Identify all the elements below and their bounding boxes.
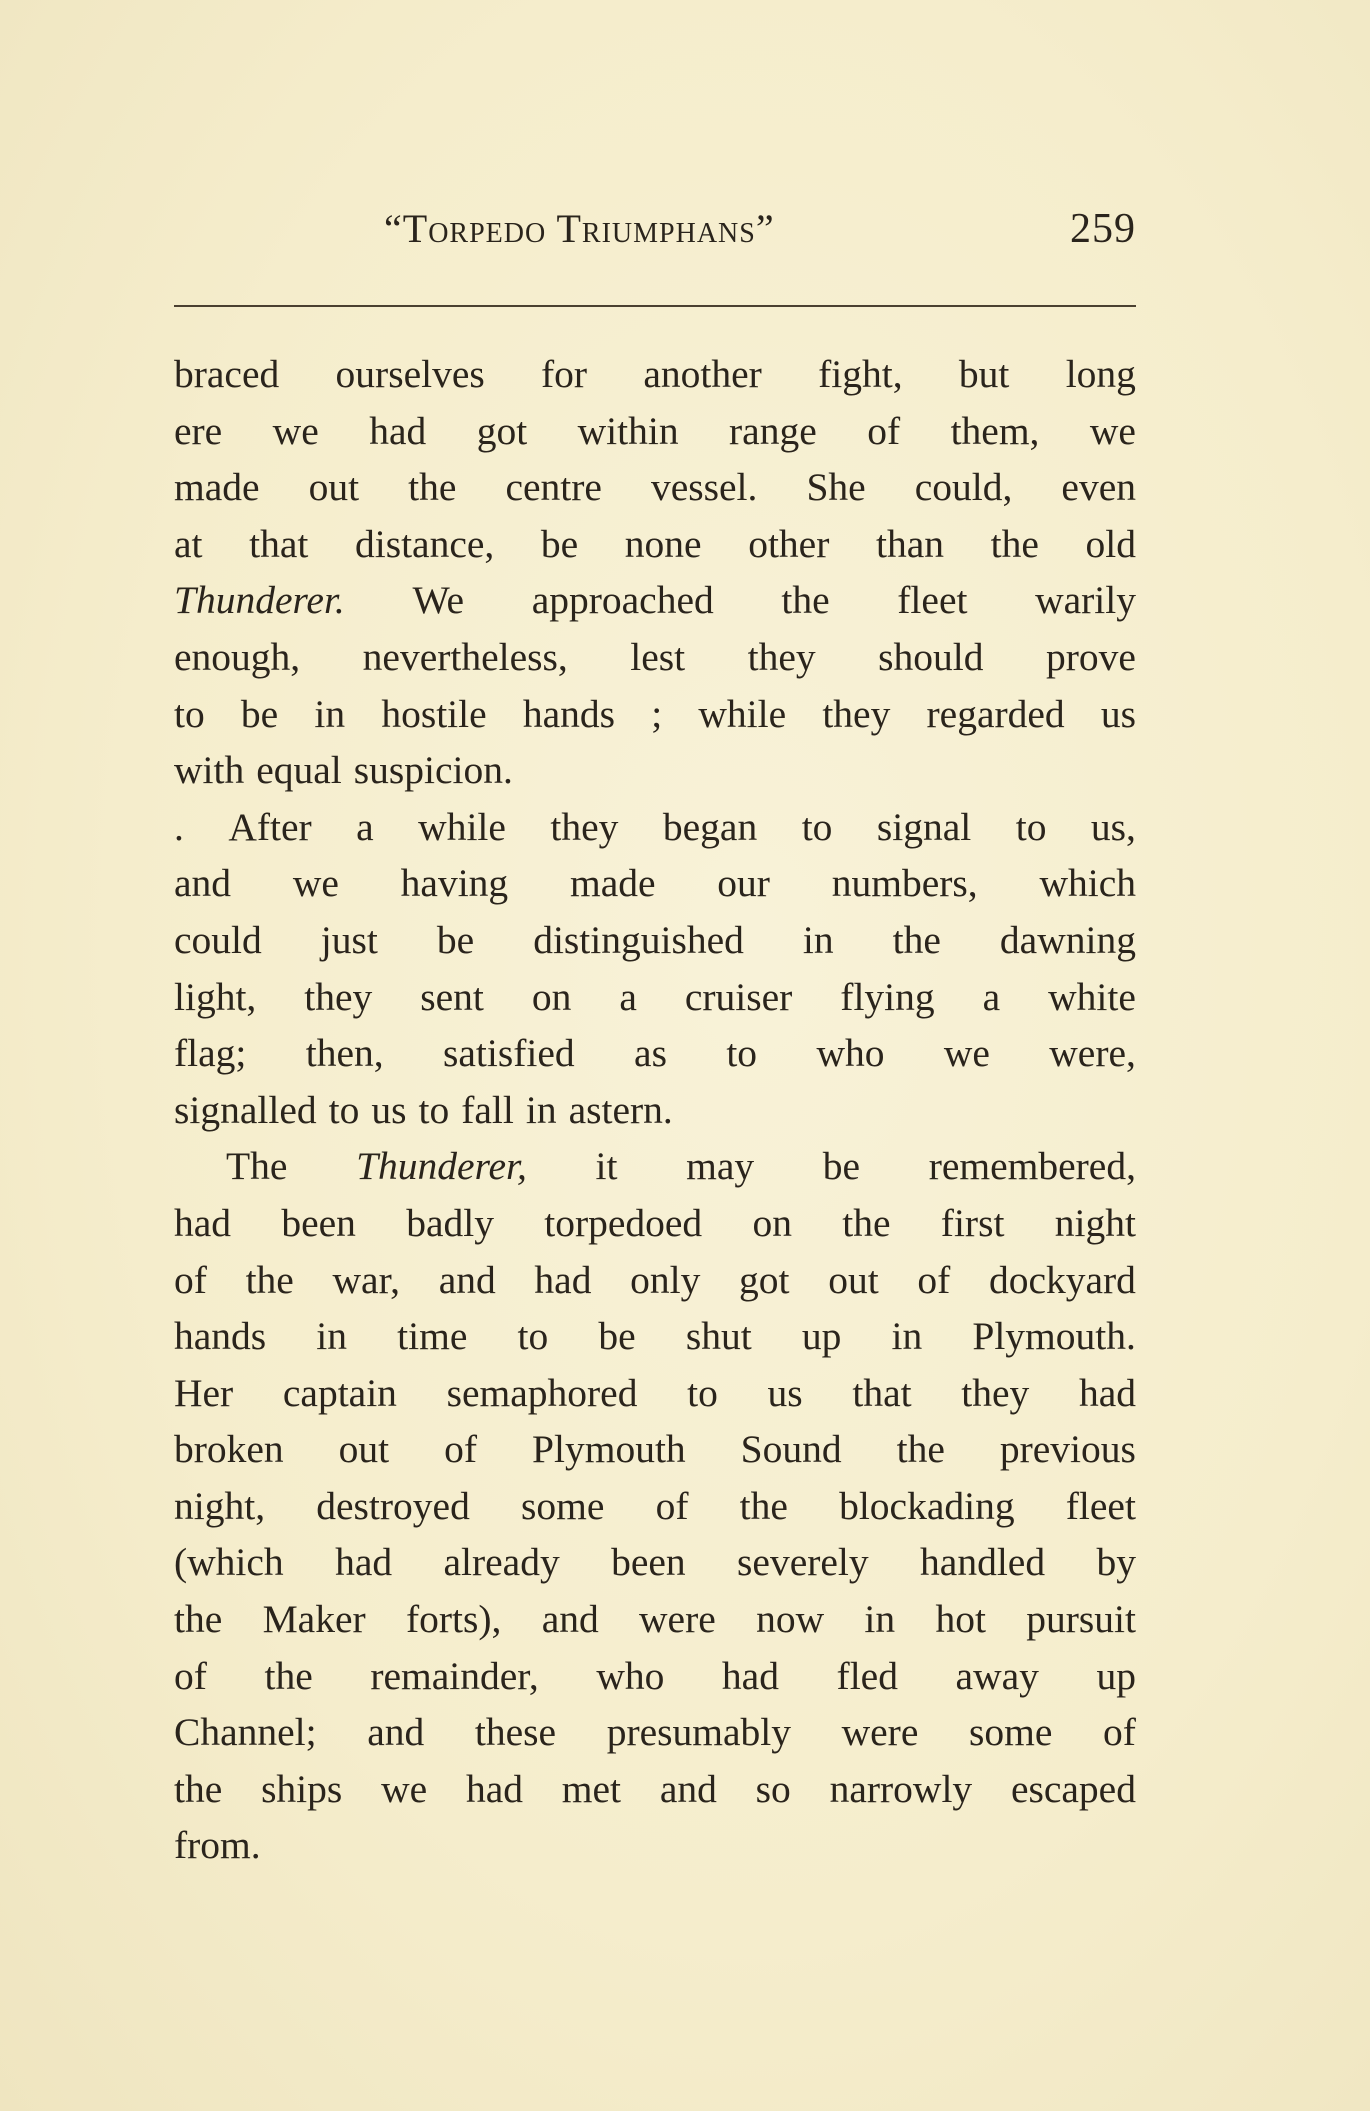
word: be <box>540 521 579 566</box>
word: only <box>630 1257 701 1302</box>
word: who <box>816 1031 885 1076</box>
word: had <box>1078 1370 1136 1415</box>
word: who <box>596 1653 665 1698</box>
word: be <box>598 1314 636 1359</box>
word: She <box>806 465 866 510</box>
word: been <box>611 1540 686 1585</box>
word: began <box>662 804 758 849</box>
text-line <box>174 742 1136 799</box>
word: hot <box>935 1597 986 1642</box>
word: enough, <box>174 634 301 679</box>
word: . <box>174 804 184 849</box>
word: Channel; <box>174 1710 317 1755</box>
text-line <box>174 969 1136 1026</box>
word: dawning <box>999 917 1136 962</box>
word: forts), <box>405 1597 502 1642</box>
word: hostile <box>381 691 487 736</box>
word: now <box>756 1597 825 1642</box>
running-head <box>174 205 1136 265</box>
word: blockading <box>839 1483 1015 1528</box>
word: and <box>659 1766 717 1811</box>
text-line <box>174 855 1136 912</box>
word: hands <box>522 691 615 736</box>
word: flag; <box>174 1031 247 1076</box>
word: in <box>525 1087 557 1132</box>
page-number: 259 <box>1070 206 1136 252</box>
word: but <box>958 352 1010 396</box>
word: centre <box>505 465 602 510</box>
word: remembered, <box>928 1144 1136 1189</box>
word: to <box>418 1087 450 1132</box>
word: them, <box>950 408 1040 453</box>
word: a <box>619 974 637 1019</box>
word: were <box>841 1710 919 1755</box>
word: and <box>438 1257 496 1302</box>
word: the <box>264 1653 313 1698</box>
word: of <box>174 1653 207 1698</box>
word: us <box>1100 691 1136 736</box>
word: presumably <box>606 1710 791 1755</box>
word: remainder, <box>370 1653 539 1698</box>
word: of <box>867 408 901 453</box>
word: distinguished <box>533 917 744 962</box>
word: should <box>878 634 984 679</box>
word: a <box>356 804 374 849</box>
word: satisfied <box>443 1031 575 1076</box>
word: none <box>624 521 702 566</box>
word: the <box>842 1200 891 1245</box>
word: they <box>961 1370 1030 1415</box>
word: torpedoed <box>544 1200 703 1245</box>
word: it <box>595 1144 618 1189</box>
word: we <box>943 1031 990 1076</box>
word: fleet <box>897 578 968 623</box>
word: Plymouth. <box>972 1314 1136 1359</box>
word: from. <box>174 1823 261 1868</box>
word: they <box>747 634 816 679</box>
word: fall <box>461 1087 514 1132</box>
word: just <box>320 917 378 962</box>
word: then, <box>305 1031 384 1076</box>
word: numbers, <box>831 861 978 906</box>
word: We <box>412 578 465 623</box>
word: in <box>314 691 346 736</box>
text-line <box>174 403 1136 460</box>
word: a <box>982 974 1001 1019</box>
word: we <box>292 861 339 906</box>
word: first <box>940 1200 1005 1245</box>
word: having <box>400 861 509 906</box>
word: got <box>476 408 528 453</box>
word: The <box>226 1144 288 1189</box>
word: had <box>174 1200 232 1245</box>
word: with <box>174 748 245 793</box>
word: of <box>655 1483 689 1528</box>
word: signal <box>876 804 972 849</box>
word: they <box>304 974 373 1019</box>
word: could, <box>914 465 1013 510</box>
word: out <box>828 1257 879 1302</box>
word: be <box>240 691 279 736</box>
word: within <box>577 408 679 453</box>
text-line <box>174 516 1136 573</box>
word: to <box>328 1087 360 1132</box>
text-line <box>174 459 1136 516</box>
word: us <box>767 1370 803 1415</box>
word: braced <box>174 352 280 396</box>
word: the <box>174 1597 223 1642</box>
text-line <box>174 1308 1136 1365</box>
text-line <box>174 1252 1136 1309</box>
word: Plymouth <box>532 1427 686 1472</box>
word: destroyed <box>316 1483 470 1528</box>
word: vessel. <box>650 465 758 510</box>
running-title: “Torpedo Triumphans” <box>384 206 775 251</box>
word: severely <box>737 1540 869 1585</box>
word: of <box>174 1257 207 1302</box>
body-text <box>174 346 1136 1874</box>
word: while <box>418 804 506 849</box>
word: badly <box>406 1200 494 1245</box>
word: of <box>1103 1710 1136 1755</box>
word: these <box>474 1710 557 1755</box>
word: dockyard <box>988 1257 1136 1302</box>
word: ; <box>651 691 663 736</box>
word: long <box>1065 352 1136 396</box>
word: to <box>174 691 205 736</box>
word: they <box>822 691 891 736</box>
word: time <box>397 1314 468 1359</box>
word: as <box>634 1031 667 1076</box>
word: ships <box>261 1766 343 1811</box>
word: while <box>698 691 787 736</box>
word: had <box>534 1257 592 1302</box>
word: the <box>896 1427 945 1472</box>
word: up <box>801 1314 842 1359</box>
word: made <box>174 465 260 510</box>
word: the <box>174 1766 223 1811</box>
word: in <box>891 1314 923 1359</box>
word: night, <box>174 1483 266 1528</box>
text-line <box>174 1648 1136 1705</box>
word: the <box>408 465 457 510</box>
word: they <box>550 804 619 849</box>
word: the <box>781 578 830 623</box>
word: approached <box>531 578 714 623</box>
word: range <box>729 408 817 453</box>
word: met <box>561 1766 622 1811</box>
word: to <box>1015 804 1047 849</box>
word: were <box>639 1597 716 1642</box>
text-line <box>174 1025 1136 1082</box>
word: After <box>228 804 312 849</box>
word: than <box>875 521 944 566</box>
word: warily <box>1035 578 1136 623</box>
text-line <box>174 572 1136 629</box>
word: we <box>381 1766 428 1811</box>
word: had <box>369 408 427 453</box>
word: so <box>755 1766 791 1811</box>
text-line <box>174 1365 1136 1422</box>
word: cruiser <box>684 974 793 1019</box>
word: the <box>739 1483 788 1528</box>
word: we <box>272 408 319 453</box>
word: in <box>802 917 834 962</box>
word: old <box>1085 521 1136 566</box>
word: fled <box>836 1653 898 1698</box>
text-line <box>174 1534 1136 1591</box>
word: us, <box>1090 804 1136 849</box>
word: out <box>338 1427 390 1472</box>
word: hands <box>174 1314 267 1359</box>
word: of <box>917 1257 951 1302</box>
word: our <box>717 861 770 906</box>
text-line <box>174 1421 1136 1478</box>
word: fight, <box>818 352 903 396</box>
word: fleet <box>1065 1483 1136 1528</box>
word: previous <box>999 1427 1136 1472</box>
word: night <box>1054 1200 1136 1245</box>
word: even <box>1061 465 1136 510</box>
word: which <box>1039 861 1136 906</box>
word: away <box>955 1653 1039 1698</box>
word: be <box>822 1144 861 1189</box>
word: by <box>1096 1540 1136 1585</box>
word: signalled <box>174 1087 317 1132</box>
word: may <box>686 1144 755 1189</box>
word: to <box>801 804 833 849</box>
word: Sound <box>740 1427 842 1472</box>
word: already <box>443 1540 560 1585</box>
word: some <box>969 1710 1053 1755</box>
word: captain <box>282 1370 397 1415</box>
word: shut <box>685 1314 752 1359</box>
word: for <box>541 352 588 396</box>
word: broken <box>174 1427 284 1472</box>
text-line <box>174 912 1136 969</box>
word: escaped <box>1010 1766 1136 1811</box>
word: ere <box>174 408 223 453</box>
word: on <box>752 1200 792 1245</box>
word: pursuit <box>1026 1597 1136 1642</box>
word: sent <box>420 974 484 1019</box>
word: out <box>308 465 360 510</box>
text-line <box>174 686 1136 743</box>
word: the <box>892 917 941 962</box>
word: up <box>1096 1653 1136 1698</box>
word: of <box>444 1427 478 1472</box>
word: regarded <box>926 691 1065 736</box>
word: Thunderer, <box>356 1144 527 1189</box>
word: white <box>1048 974 1136 1019</box>
word: had <box>465 1766 523 1811</box>
word: at <box>174 521 203 566</box>
word: to <box>726 1031 758 1076</box>
word: narrowly <box>829 1766 973 1811</box>
word: flying <box>840 974 935 1019</box>
text-line <box>174 346 1136 403</box>
word: to <box>687 1370 718 1415</box>
word: prove <box>1046 634 1136 679</box>
word: and <box>174 861 232 906</box>
word: could <box>174 917 262 962</box>
word: and <box>367 1710 425 1755</box>
text-line <box>174 1591 1136 1648</box>
text-line <box>174 1082 1136 1139</box>
word: nevertheless, <box>362 634 568 679</box>
word: we <box>1089 408 1136 453</box>
word: ourselves <box>335 352 485 396</box>
header-rule <box>174 305 1136 307</box>
word: that <box>852 1370 912 1415</box>
word: were, <box>1049 1031 1136 1076</box>
word: Thunderer. <box>174 578 345 623</box>
word: some <box>521 1483 605 1528</box>
word: equal <box>256 748 342 793</box>
word: us <box>371 1087 407 1132</box>
word: in <box>864 1597 896 1642</box>
word: other <box>748 521 830 566</box>
word: handled <box>920 1540 1046 1585</box>
word: on <box>531 974 572 1019</box>
text-line <box>174 629 1136 686</box>
word: be <box>436 917 475 962</box>
word: got <box>739 1257 790 1302</box>
text-line <box>174 1478 1136 1535</box>
word: the <box>245 1257 294 1302</box>
word: light, <box>174 974 257 1019</box>
word: astern. <box>568 1087 673 1132</box>
word: lest <box>630 634 686 679</box>
word: suspicion. <box>353 748 513 793</box>
word: war, <box>332 1257 401 1302</box>
word: had <box>335 1540 393 1585</box>
text-line <box>174 1138 1136 1195</box>
text-line <box>174 1704 1136 1761</box>
word: had <box>721 1653 779 1698</box>
word: Her <box>174 1370 234 1415</box>
word: in <box>316 1314 348 1359</box>
word: and <box>541 1597 599 1642</box>
text-line <box>174 1761 1136 1818</box>
word: made <box>569 861 656 906</box>
text-line <box>174 1817 1136 1874</box>
word: (which <box>174 1540 284 1585</box>
text-line <box>174 799 1136 856</box>
word: semaphored <box>446 1370 638 1415</box>
word: to <box>517 1314 549 1359</box>
text-line <box>174 1195 1136 1252</box>
word: that <box>249 521 309 566</box>
word: the <box>990 521 1039 566</box>
word: Maker <box>262 1597 366 1642</box>
word: been <box>281 1200 356 1245</box>
word: another <box>643 352 762 396</box>
word: distance, <box>354 521 495 566</box>
